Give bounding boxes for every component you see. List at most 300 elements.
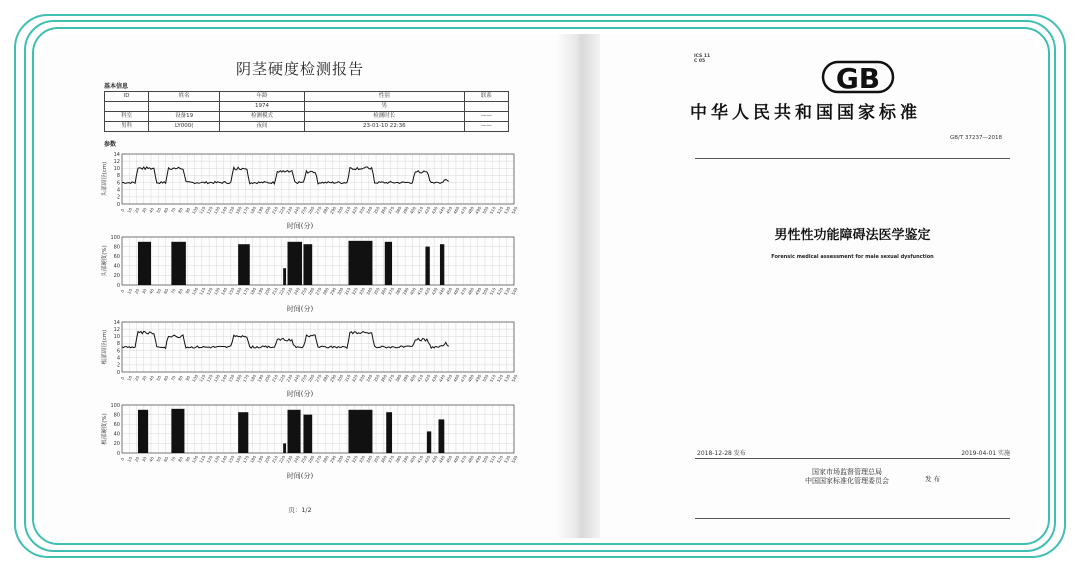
x-tick-label: 510 (488, 454, 497, 464)
table-cell: 姓名 (149, 92, 220, 102)
x-tick-label: 540 (510, 373, 519, 383)
x-tick-label: 260 (307, 454, 316, 464)
x-tick-label: 330 (357, 373, 367, 383)
x-tick-label: 280 (321, 286, 330, 296)
data-bar (138, 242, 151, 285)
base-circumference-chart (100, 318, 520, 384)
table-cell: ID (105, 92, 149, 102)
table-cell: 年龄 (220, 92, 305, 102)
x-axis-label: 时间(分) (286, 222, 314, 230)
x-tick-label: 340 (365, 205, 374, 215)
x-tick-label: 50 (155, 206, 163, 214)
data-bar (303, 415, 312, 453)
x-tick-label: 210 (270, 373, 279, 383)
x-tick-label: 140 (219, 205, 229, 215)
x-tick-label: 370 (386, 205, 396, 215)
x-tick-label: 50 (155, 374, 163, 382)
x-tick-label: 70 (169, 206, 177, 214)
x-tick-label: 230 (285, 205, 294, 215)
x-tick-label: 520 (495, 454, 504, 464)
x-tick-label: 460 (452, 286, 461, 296)
left-page (40, 34, 560, 538)
right-page (600, 34, 1040, 538)
x-tick-label: 450 (445, 286, 454, 296)
x-tick-label: 200 (263, 454, 272, 464)
x-tick-label: 500 (481, 205, 490, 215)
x-tick-label: 220 (278, 454, 287, 464)
x-tick-label: 30 (140, 455, 148, 463)
data-bar (238, 244, 250, 285)
x-tick-label: 300 (336, 205, 345, 215)
x-tick-label: 210 (270, 286, 279, 296)
divider-bottom (695, 458, 1010, 459)
y-axis-label: 头部硬度(%) (102, 245, 108, 277)
y-axis-label: 头部周径(cm) (102, 161, 108, 197)
y-tick-label: 80 (113, 412, 120, 419)
x-tick-label: 400 (408, 286, 417, 296)
x-tick-label: 210 (270, 454, 279, 464)
x-tick-label: 530 (503, 286, 512, 296)
basic-info-label: 基本信息 (104, 83, 129, 90)
x-tick-label: 230 (285, 454, 294, 464)
x-tick-label: 190 (256, 373, 265, 383)
x-tick-label: 340 (365, 373, 374, 383)
x-tick-label: 210 (270, 205, 279, 215)
x-axis-label: 时间(分) (286, 390, 314, 398)
x-tick-label: 330 (357, 454, 367, 464)
x-tick-label: 420 (423, 205, 432, 215)
data-bar (288, 242, 303, 285)
table-cell: —— (464, 122, 508, 132)
x-tick-label: 80 (177, 287, 184, 295)
table-cell: 联系 (464, 92, 508, 102)
y-tick-label: 10 (113, 166, 120, 173)
x-tick-label: 190 (256, 454, 265, 464)
x-tick-label: 460 (452, 454, 461, 464)
x-tick-label: 20 (133, 374, 141, 382)
y-tick-label: 12 (113, 326, 120, 333)
x-tick-label: 110 (198, 286, 207, 296)
x-tick-label: 60 (162, 287, 170, 295)
y-tick-label: 12 (113, 158, 120, 165)
x-tick-label: 60 (162, 455, 170, 463)
x-tick-label: 320 (350, 373, 359, 383)
x-tick-label: 320 (350, 205, 359, 215)
x-tick-label: 300 (336, 373, 345, 383)
x-tick-label: 410 (415, 205, 425, 215)
x-tick-label: 60 (162, 206, 170, 214)
x-tick-label: 150 (227, 454, 236, 464)
table-cell: 1974 (220, 102, 305, 112)
x-tick-label: 270 (314, 454, 323, 464)
x-tick-label: 0 (119, 207, 126, 213)
x-tick-label: 490 (474, 373, 483, 383)
y-tick-label: 20 (113, 441, 120, 448)
x-tick-label: 190 (256, 286, 265, 296)
x-tick-label: 250 (299, 205, 308, 215)
data-bar (385, 242, 392, 285)
x-tick-label: 290 (328, 373, 338, 383)
x-tick-label: 200 (263, 205, 272, 215)
x-tick-label: 320 (350, 286, 359, 296)
tip-circumference-chart (100, 150, 520, 216)
x-tick-label: 180 (249, 454, 258, 464)
x-tick-label: 380 (394, 454, 403, 464)
x-tick-label: 270 (314, 373, 323, 383)
x-tick-label: 250 (299, 373, 308, 383)
x-tick-label: 430 (430, 286, 439, 296)
x-tick-label: 410 (415, 454, 425, 464)
ccs-code: C 05 (694, 59, 706, 64)
x-tick-label: 10 (126, 287, 134, 295)
x-tick-label: 340 (365, 454, 374, 464)
x-axis-label: 时间(分) (286, 472, 314, 480)
x-tick-label: 320 (350, 454, 359, 464)
x-tick-label: 10 (126, 455, 134, 463)
x-tick-label: 470 (459, 286, 468, 296)
x-tick-label: 280 (321, 205, 330, 215)
document-title-english: Forensic medical assessment for male sexual dysfunction (771, 254, 934, 260)
data-bar (427, 431, 431, 453)
x-tick-label: 100 (190, 373, 200, 383)
x-tick-label: 150 (227, 205, 236, 215)
divider-top (695, 158, 1010, 159)
y-tick-label: 60 (113, 422, 120, 428)
y-tick-label: 20 (113, 273, 120, 280)
x-tick-label: 470 (459, 454, 468, 464)
x-tick-label: 0 (119, 288, 126, 294)
x-tick-label: 70 (169, 455, 177, 463)
x-tick-label: 450 (445, 205, 454, 215)
x-tick-label: 300 (336, 286, 345, 296)
table-cell: —— (464, 112, 508, 122)
x-tick-label: 160 (234, 286, 243, 296)
x-tick-label: 520 (495, 205, 504, 215)
x-tick-label: 80 (177, 455, 184, 463)
data-line (122, 331, 449, 348)
x-tick-label: 510 (488, 373, 497, 383)
y-tick-label: 4 (116, 187, 120, 194)
table-cell: LY000( (149, 122, 220, 132)
x-tick-label: 130 (212, 286, 221, 296)
data-bar (386, 412, 392, 453)
x-tick-label: 340 (365, 286, 374, 296)
data-bar (348, 241, 372, 285)
x-tick-label: 370 (386, 286, 396, 296)
x-tick-label: 140 (219, 286, 229, 296)
x-tick-label: 350 (372, 454, 381, 464)
y-tick-label: 14 (113, 319, 120, 326)
x-tick-label: 110 (198, 373, 207, 383)
table-cell: 性别 (304, 92, 464, 102)
y-tick-label: 10 (113, 334, 120, 341)
y-tick-label: 100 (110, 402, 120, 409)
x-tick-label: 540 (510, 286, 519, 296)
data-bar (440, 244, 444, 285)
x-tick-label: 150 (227, 373, 236, 383)
x-tick-label: 310 (343, 286, 352, 296)
open-book (40, 34, 1040, 538)
x-tick-label: 250 (299, 286, 308, 296)
x-tick-label: 490 (474, 286, 483, 296)
issuing-authorities (805, 468, 889, 486)
x-tick-label: 10 (126, 374, 134, 382)
x-tick-label: 120 (205, 286, 214, 296)
x-tick-label: 360 (379, 373, 388, 383)
x-tick-label: 80 (177, 206, 184, 214)
issuer-1: 国家市场监督管理总局 (812, 468, 882, 476)
classification-codes (694, 54, 710, 64)
x-tick-label: 220 (278, 373, 287, 383)
table-cell (149, 102, 220, 112)
x-tick-label: 300 (336, 454, 345, 464)
x-tick-label: 360 (379, 286, 388, 296)
document-title: 男性性功能障碍法医学鉴定 (774, 228, 931, 243)
gb-logo-text: GB (835, 62, 881, 95)
x-tick-label: 240 (292, 373, 301, 383)
x-tick-label: 130 (212, 373, 221, 383)
x-tick-label: 440 (437, 205, 446, 215)
x-tick-label: 280 (321, 373, 330, 383)
x-tick-label: 500 (481, 373, 490, 383)
x-tick-label: 270 (314, 205, 323, 215)
book-gutter (556, 34, 600, 538)
divider-footer (695, 518, 1010, 519)
x-tick-label: 360 (379, 454, 388, 464)
y-tick-label: 80 (113, 244, 120, 251)
table-cell: 科室 (105, 112, 149, 122)
x-tick-label: 110 (198, 454, 207, 464)
y-tick-label: 0 (116, 450, 120, 457)
data-bar (171, 409, 184, 453)
x-tick-label: 410 (415, 286, 425, 296)
x-tick-label: 200 (263, 286, 272, 296)
x-tick-label: 310 (343, 454, 352, 464)
x-tick-label: 490 (474, 205, 483, 215)
x-tick-label: 240 (292, 286, 301, 296)
x-tick-label: 390 (401, 373, 410, 383)
x-tick-label: 160 (234, 205, 243, 215)
x-tick-label: 20 (133, 287, 141, 295)
table-cell: 检测时长 (304, 112, 464, 122)
table-cell: 男科 (105, 122, 149, 132)
report-title: 阴茎硬度检测报告 (235, 60, 364, 78)
x-tick-label: 440 (437, 286, 446, 296)
x-tick-label: 260 (307, 205, 316, 215)
x-tick-label: 390 (401, 286, 410, 296)
x-tick-label: 160 (234, 373, 243, 383)
x-tick-label: 50 (155, 287, 163, 295)
x-tick-label: 70 (169, 374, 177, 382)
x-tick-label: 530 (503, 373, 512, 383)
x-tick-label: 370 (386, 454, 396, 464)
x-tick-label: 220 (278, 205, 287, 215)
x-tick-label: 30 (140, 287, 148, 295)
x-tick-label: 180 (249, 205, 258, 215)
x-tick-label: 160 (234, 454, 243, 464)
x-tick-label: 70 (169, 287, 177, 295)
x-tick-label: 100 (190, 454, 200, 464)
x-tick-label: 290 (328, 286, 338, 296)
x-tick-label: 90 (184, 455, 192, 463)
x-tick-label: 100 (190, 286, 200, 296)
x-tick-label: 240 (292, 205, 301, 215)
x-tick-label: 430 (430, 373, 439, 383)
x-tick-label: 310 (343, 373, 352, 383)
y-tick-label: 0 (116, 369, 120, 376)
x-tick-label: 200 (263, 373, 272, 383)
x-tick-label: 440 (437, 373, 446, 383)
x-tick-label: 460 (452, 205, 461, 215)
table-row (105, 112, 509, 122)
x-tick-label: 110 (198, 205, 207, 215)
x-tick-label: 420 (423, 286, 432, 296)
x-tick-label: 310 (343, 205, 352, 215)
x-tick-label: 290 (328, 454, 338, 464)
x-tick-label: 260 (307, 286, 316, 296)
x-tick-label: 180 (249, 286, 258, 296)
x-tick-label: 480 (466, 454, 475, 464)
x-tick-label: 380 (394, 286, 403, 296)
x-tick-label: 40 (148, 374, 155, 382)
table-cell: 设备19 (149, 112, 220, 122)
x-tick-label: 10 (126, 206, 134, 214)
y-tick-label: 40 (113, 431, 120, 438)
x-tick-label: 400 (408, 454, 417, 464)
x-tick-label: 40 (148, 206, 155, 214)
data-bar (288, 410, 301, 453)
data-bar (138, 410, 148, 453)
params-label: 参数 (104, 141, 117, 148)
x-tick-label: 430 (430, 454, 439, 464)
data-bar (238, 412, 248, 453)
y-tick-label: 0 (116, 201, 120, 208)
x-tick-label: 470 (459, 373, 468, 383)
x-tick-label: 30 (140, 374, 148, 382)
x-tick-label: 530 (503, 454, 512, 464)
x-axis-label: 时间(分) (286, 305, 314, 313)
x-tick-label: 520 (495, 373, 504, 383)
table-cell: 23-01-10 22:36 (304, 122, 464, 132)
gb-logo-icon (821, 54, 895, 98)
table-row (105, 102, 509, 112)
x-tick-label: 530 (503, 205, 512, 215)
x-tick-label: 400 (408, 373, 417, 383)
y-tick-label: 2 (116, 362, 120, 369)
x-tick-label: 150 (227, 286, 236, 296)
base-rigidity-chart (100, 401, 520, 465)
x-tick-label: 80 (177, 374, 184, 382)
x-tick-label: 260 (307, 373, 316, 383)
x-tick-label: 500 (481, 454, 490, 464)
x-tick-label: 290 (328, 205, 338, 215)
x-tick-label: 90 (184, 206, 192, 214)
standard-number: GB/T 37237—2018 (950, 135, 1002, 141)
data-bar (171, 242, 186, 285)
x-tick-label: 450 (445, 454, 454, 464)
issue-word: 发 布 (925, 475, 941, 483)
x-tick-label: 490 (474, 454, 483, 464)
x-tick-label: 120 (205, 205, 214, 215)
tip-rigidity-chart (100, 233, 520, 297)
publish-date: 2018-12-28 发布 (697, 450, 746, 457)
data-bar (425, 247, 429, 285)
x-tick-label: 130 (212, 205, 221, 215)
table-cell (464, 102, 508, 112)
y-tick-label: 100 (110, 234, 120, 241)
data-bar (283, 443, 286, 453)
x-tick-label: 40 (148, 455, 155, 463)
x-tick-label: 470 (459, 205, 468, 215)
x-tick-label: 380 (394, 373, 403, 383)
x-tick-label: 20 (133, 455, 141, 463)
x-tick-label: 250 (299, 454, 308, 464)
x-tick-label: 170 (241, 373, 250, 383)
y-tick-label: 4 (116, 355, 120, 362)
x-tick-label: 390 (401, 454, 410, 464)
x-tick-label: 520 (495, 286, 504, 296)
issuer-2: 中国国家标准化管理委员会 (805, 477, 889, 485)
x-tick-label: 190 (256, 205, 265, 215)
x-tick-label: 330 (357, 286, 367, 296)
x-tick-label: 360 (379, 205, 388, 215)
x-tick-label: 0 (119, 456, 126, 462)
x-tick-label: 60 (162, 374, 170, 382)
y-tick-label: 0 (116, 282, 120, 289)
x-tick-label: 120 (205, 454, 214, 464)
x-tick-label: 400 (408, 205, 417, 215)
y-tick-label: 60 (113, 254, 120, 260)
y-tick-label: 6 (116, 348, 120, 355)
x-tick-label: 410 (415, 373, 425, 383)
y-tick-label: 14 (113, 151, 120, 158)
x-tick-label: 500 (481, 286, 490, 296)
x-tick-label: 90 (184, 374, 192, 382)
x-tick-label: 120 (205, 373, 214, 383)
x-tick-label: 480 (466, 205, 475, 215)
table-cell: 夜间 (220, 122, 305, 132)
table-cell: 男 (304, 102, 464, 112)
x-tick-label: 50 (155, 455, 163, 463)
x-tick-label: 240 (292, 454, 301, 464)
x-tick-label: 460 (452, 373, 461, 383)
x-tick-label: 350 (372, 286, 381, 296)
table-row (105, 122, 509, 132)
y-axis-label: 根部周径(cm) (102, 329, 108, 365)
x-tick-label: 440 (437, 454, 446, 464)
ics-code: ICS 11 (694, 54, 711, 59)
x-tick-label: 510 (488, 286, 497, 296)
x-tick-label: 30 (140, 206, 148, 214)
y-tick-label: 2 (116, 194, 120, 201)
x-tick-label: 40 (148, 287, 155, 295)
implement-date: 2019-04-01 实施 (961, 450, 1010, 457)
x-tick-label: 20 (133, 206, 141, 214)
y-axis-label: 根部硬度(%) (102, 413, 108, 445)
page-number: 页：1/2 (288, 506, 312, 514)
data-bar (439, 419, 445, 453)
data-bar (348, 410, 372, 453)
table-row (105, 92, 509, 102)
x-tick-label: 100 (190, 205, 200, 215)
x-tick-label: 370 (386, 373, 396, 383)
x-tick-label: 170 (241, 454, 250, 464)
x-tick-label: 280 (321, 454, 330, 464)
x-tick-label: 450 (445, 373, 454, 383)
x-tick-label: 540 (510, 454, 519, 464)
x-tick-label: 140 (219, 373, 229, 383)
data-bar (303, 244, 312, 285)
